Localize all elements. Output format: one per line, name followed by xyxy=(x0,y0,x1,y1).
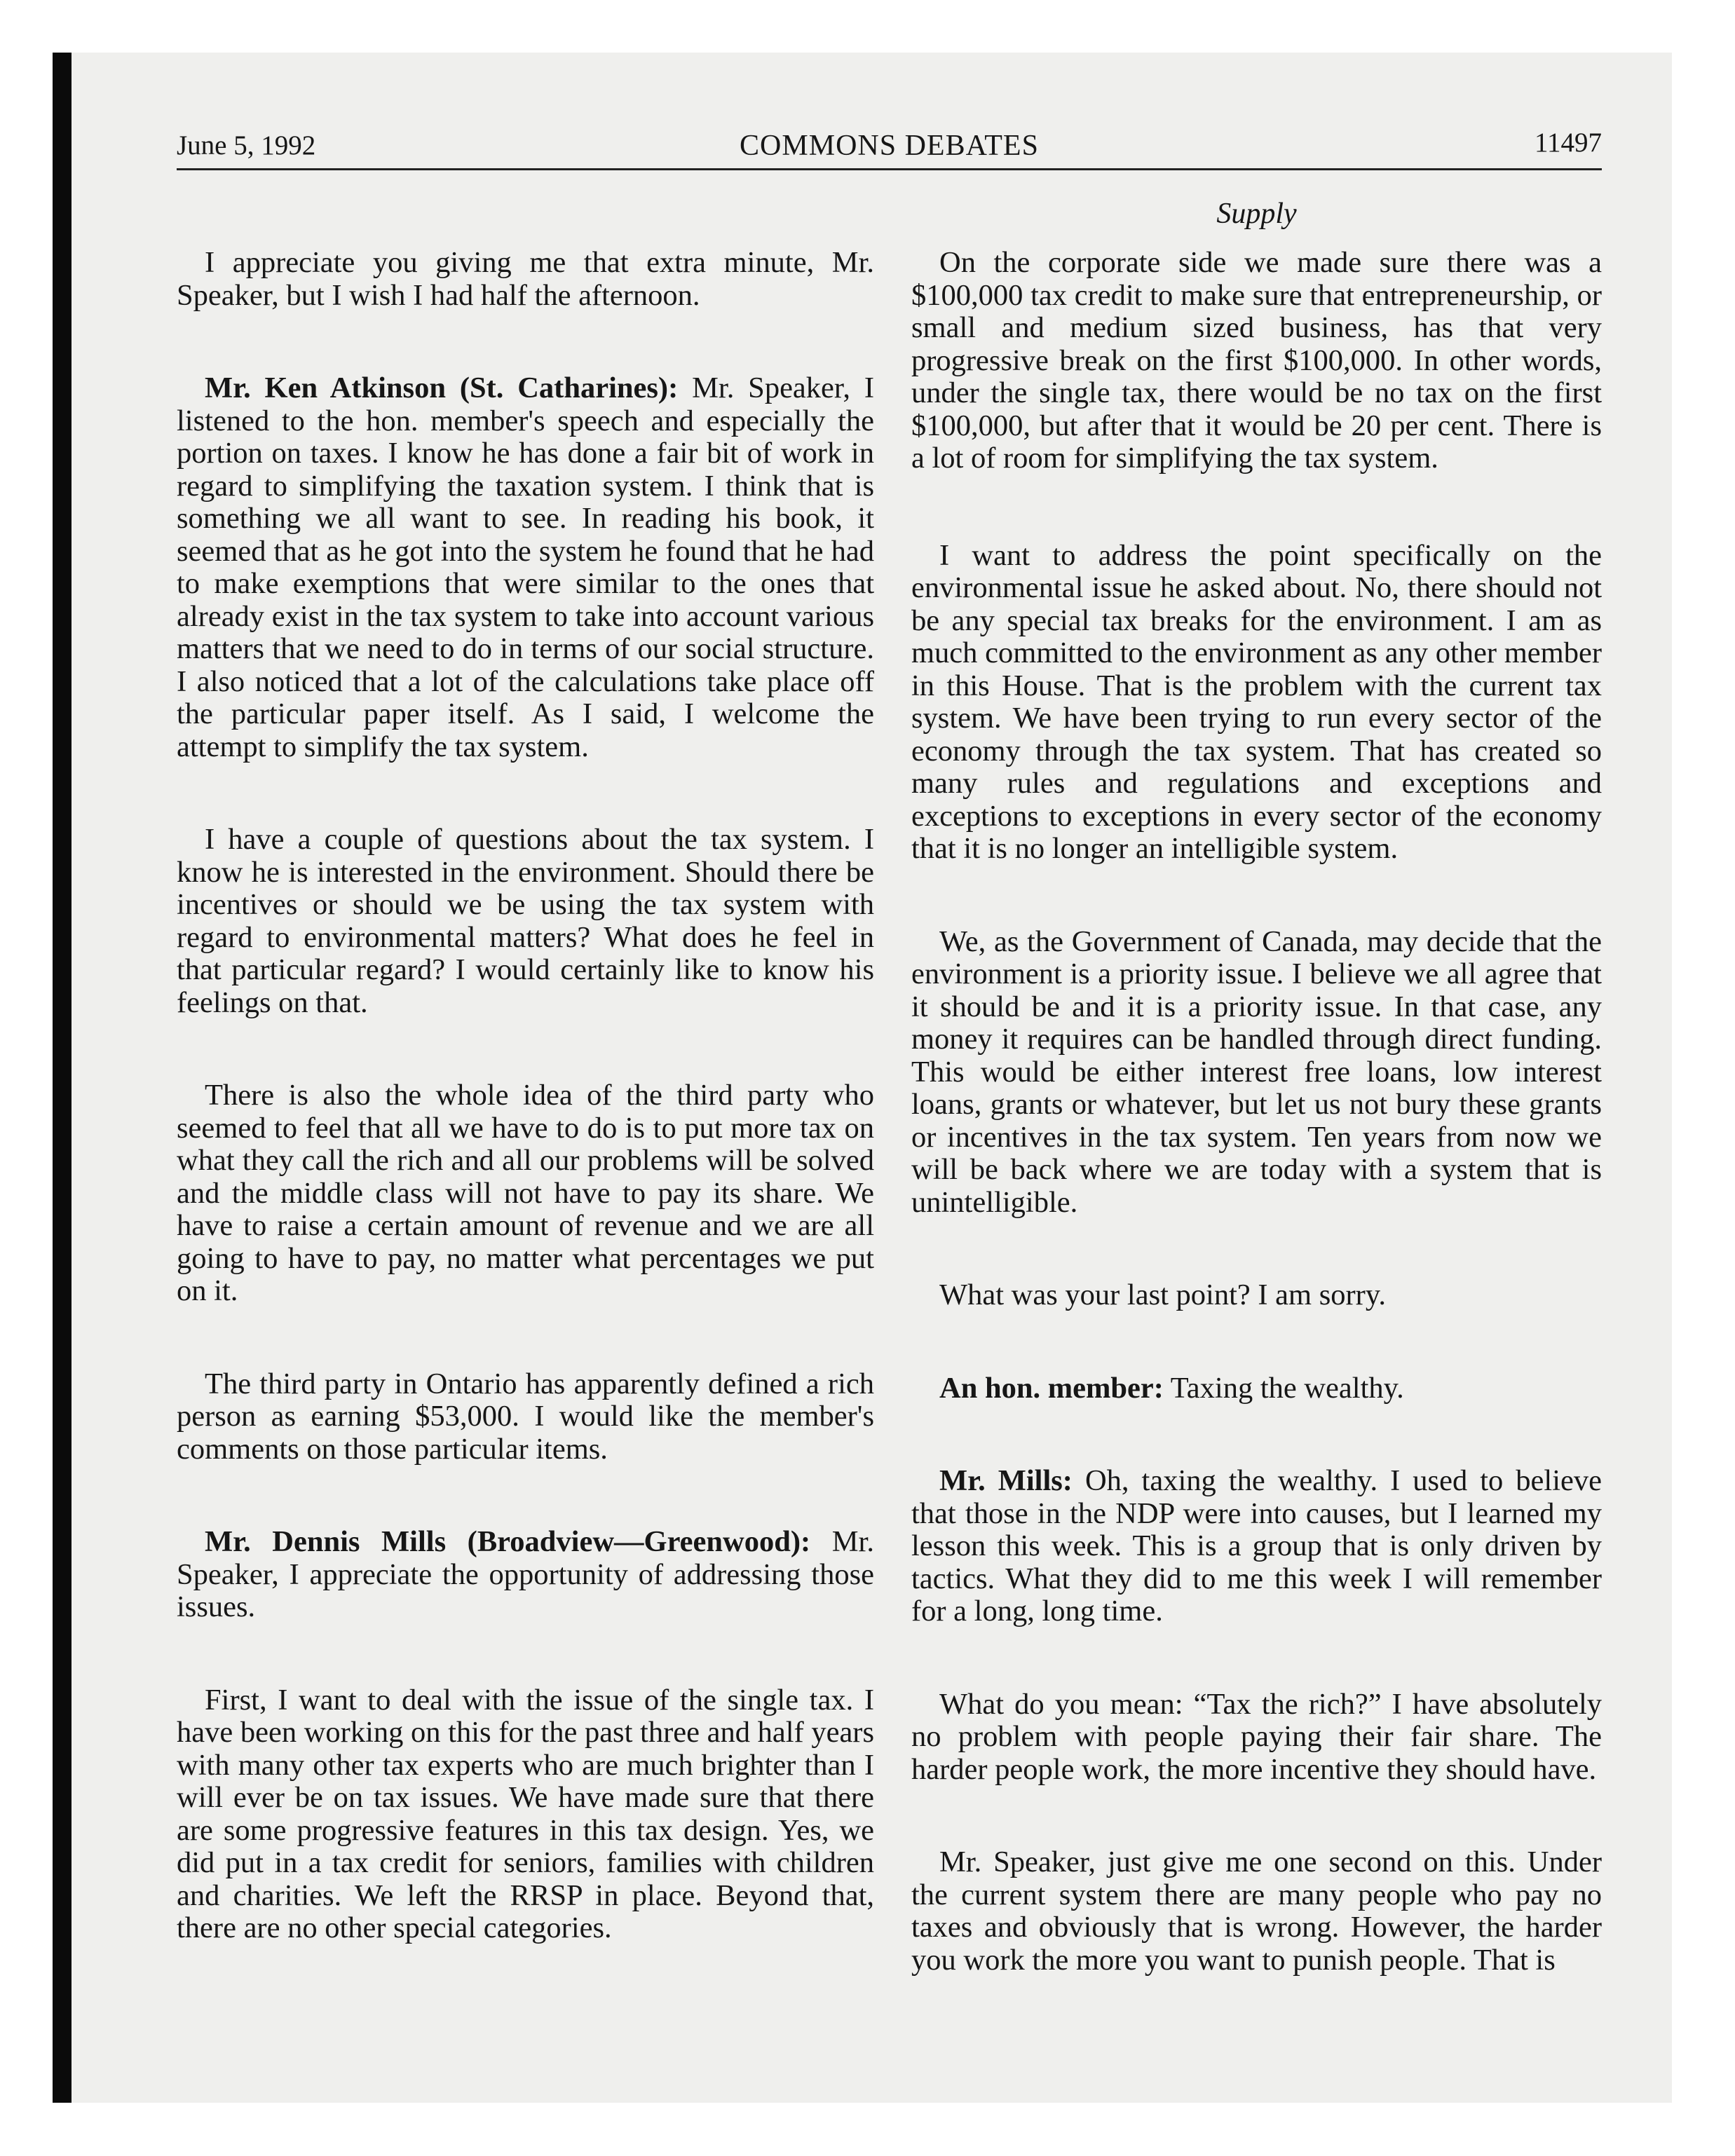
header-date: June 5, 1992 xyxy=(177,130,316,161)
speaker-name: Mr. Dennis Mills (Broadview—Greenwood): xyxy=(205,1525,811,1558)
right-column xyxy=(911,247,1602,2037)
scan-edge xyxy=(53,53,72,2103)
header-title: COMMONS DEBATES xyxy=(740,130,1039,162)
page-number: 11497 xyxy=(1534,128,1602,158)
paragraph: What was your last point? I am sorry. xyxy=(939,1278,1386,1311)
page-header xyxy=(177,118,1602,170)
speaker-name: An hon. member: xyxy=(939,1371,1164,1405)
paragraph: Mr. Mills: Oh, taxing the wealthy. I used to believe that those in the NDP were into causes, but I learned my lesson this week. This is a group that is only driven by tactics. What they did to me this week I will remember for a long, long time. xyxy=(911,1464,1603,1628)
paragraph: We, as the Government of Canada, may decide that the environment is a priority issue. I believe we all agree that it should be and it is a priority issue. In that case, any money it requires can be handled through direct funding. This would be either interest free loans, low interest loans, grants or whatever, but let us not bury these grants or incentives in the tax system. Ten years from now we will be back where we are today with a system that is unintelligible. xyxy=(911,925,1602,1219)
paragraph: I have a couple of questions about the tax system. I know he is interested in the environment. Should there be incentives or should we be using the tax system with regard to environmental matters? What does he feel in that particular regard? I would certainly like to know his feelings on that. xyxy=(177,823,874,1019)
paragraph: There is also the whole idea of the third party who seemed to feel that all we have to do is to put more tax on what they call the rich and all our problems will be solved and the middle class will not have to pay its share. We have to raise a certain amount of revenue and we are all going to have to pay, no matter what percentages we put on it. xyxy=(177,1079,874,1307)
paragraph: First, I want to deal with the issue of the single tax. I have been working on this for the past three and half years with many other tax experts who are much brighter than I will ever be on tax issues. We have made sure that there are some progressive features in this tax design. Yes, we did put in a tax credit for seniors, families with children and charities. We left the RRSP in place. Beyond that, there are no other special categories. xyxy=(177,1683,874,1944)
paragraph: What do you mean: “Tax the rich?” I have absolutely no problem with people paying their fair share. The harder people work, the more incentive they should have. xyxy=(911,1687,1602,1786)
section-title: Supply xyxy=(1216,198,1297,230)
paragraph: On the corporate side we made sure there was a $100,000 tax credit to make sure that entrepreneurship, or small and medium sized business, has that very progressive break on the first $100,000. In other words, under the single tax, there would be no tax on the first $100,000, but after that it would be 20 per cent. There is a lot of room for simplifying the tax system. xyxy=(911,246,1602,475)
paragraph: I appreciate you giving me that extra minute, Mr. Speaker, but I wish I had half the afternoon. xyxy=(177,246,874,312)
paragraph: An hon. member: Taxing the wealthy. xyxy=(939,1371,1404,1405)
left-column xyxy=(177,247,874,2005)
paragraph: Mr. Dennis Mills (Broadview—Greenwood): Mr. Speaker, I appreciate the opportunity of addressing those issues. xyxy=(177,1525,874,1623)
speaker-name: Mr. Mills: xyxy=(939,1464,1073,1497)
paragraph: I want to address the point specifically on the environmental issue he asked about. No, there should not be any special tax breaks for the environment. I am as much committed to the environment as any other member in this House. That is the problem with the current tax system. We have been trying to run every sector of the economy through the tax system. That has created so many rules and regulations and exceptions and exceptions to exceptions in every sector of the economy that it is no longer an intelligible system. xyxy=(911,538,1602,865)
paragraph: Mr. Speaker, just give me one second on this. Under the current system there are many people who pay no taxes and obviously that is wrong. However, the harder you work the more you want to punish people. That is xyxy=(911,1845,1602,1977)
paragraph: Mr. Ken Atkinson (St. Catharines): Mr. Speaker, I listened to the hon. member's speech and especially the portion on taxes. I know he has done a fair bit of work in regard to simplifying the taxation system. I think that is something we all want to see. In reading his book, it seemed that as he got into the system he found that he had to make exemptions that were similar to the ones that already exist in the tax system to take into account various matters that we need to do in terms of our social structure. I also noticed that a lot of the calculations take place off the particular paper itself. As I said, I welcome the attempt to simplify the tax system. xyxy=(177,371,874,763)
speaker-name: Mr. Ken Atkinson (St. Catharines): xyxy=(205,371,679,404)
paragraph: The third party in Ontario has apparently defined a rich person as earning $53,000. I would like the member's comments on those particular items. xyxy=(177,1367,874,1466)
